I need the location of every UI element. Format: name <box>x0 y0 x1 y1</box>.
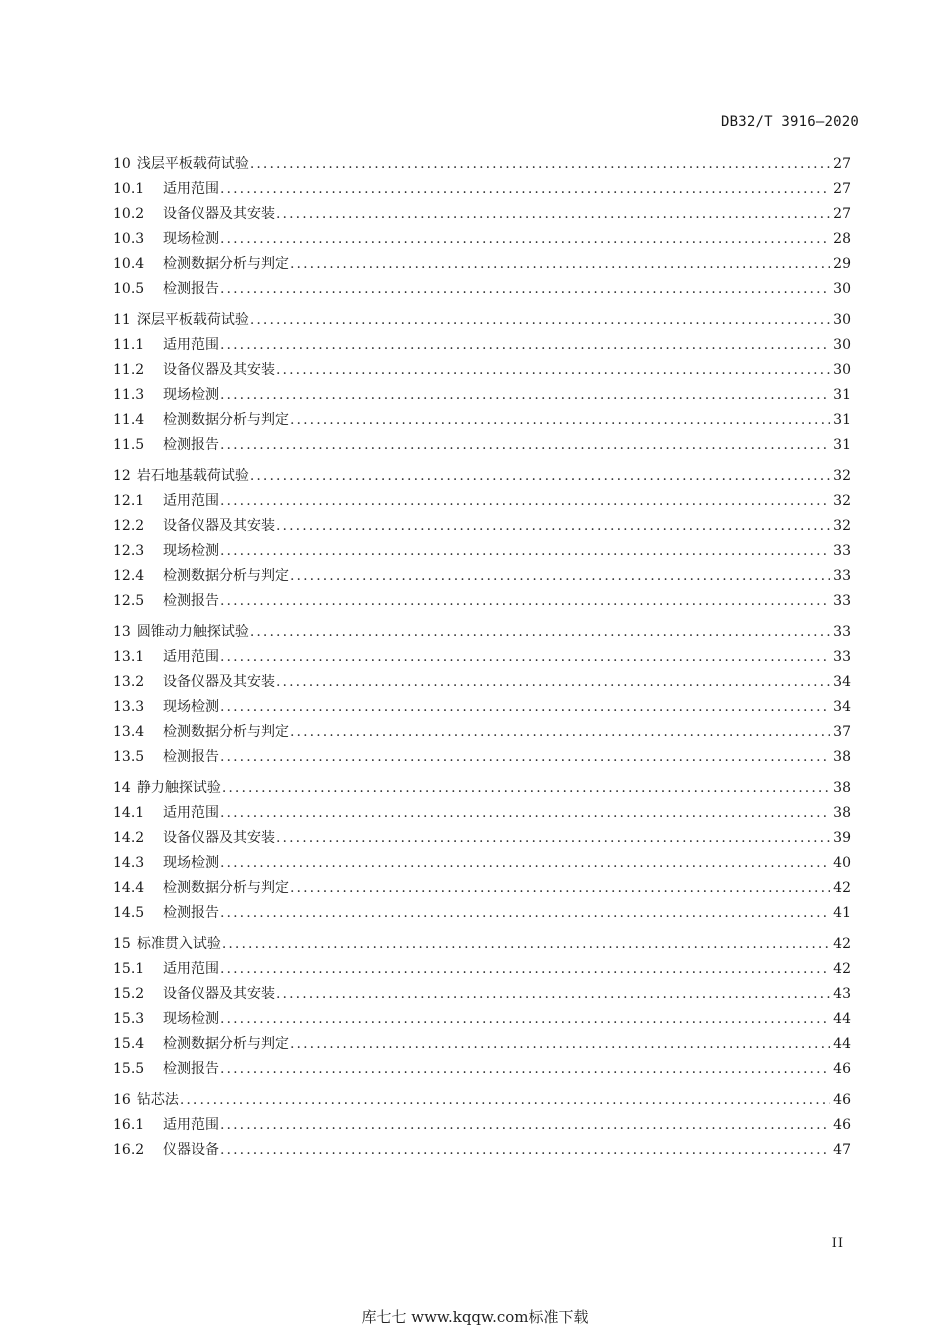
toc-entry-title: 深层平板载荷试验 <box>136 312 249 328</box>
toc-entry-title: 设备仪器及其安装 <box>163 674 275 690</box>
toc-section-row[interactable] <box>113 1007 851 1032</box>
toc-leader-dots <box>290 252 830 277</box>
toc-entry-page: 27 <box>833 206 851 222</box>
toc-entry-title: 岩石地基载荷试验 <box>136 468 249 484</box>
toc-leader-dots <box>290 564 830 589</box>
toc-entry-page: 41 <box>833 905 851 921</box>
toc-entry-title: 标准贯入试验 <box>136 936 221 952</box>
toc-entry-title: 设备仪器及其安装 <box>163 986 275 1002</box>
toc-leader-dots <box>220 539 830 564</box>
toc-leader-dots <box>222 776 830 801</box>
toc-entry-number: 11.4 <box>113 412 145 428</box>
toc-leader-dots <box>250 152 830 177</box>
toc-entry-number: 14.2 <box>113 830 145 846</box>
toc-entry-title: 圆锥动力触探试验 <box>136 624 249 640</box>
toc-entry-number: 11.5 <box>113 437 145 453</box>
toc-entry-page: 33 <box>833 624 851 640</box>
toc-leader-dots <box>220 1057 830 1082</box>
toc-leader-dots <box>220 801 830 826</box>
toc-entry-title: 适用范围 <box>163 1117 219 1133</box>
toc-entry-page: 30 <box>833 337 851 353</box>
toc-entry-number: 12.5 <box>113 593 145 609</box>
toc-leader-dots <box>220 957 830 982</box>
toc-entry-page: 32 <box>833 468 851 484</box>
toc-entry-title: 检测报告 <box>163 1061 219 1077</box>
toc-entry-number: 14.4 <box>113 880 145 896</box>
toc-entry-number: 14.5 <box>113 905 145 921</box>
toc-entry-title: 检测报告 <box>163 905 219 921</box>
toc-entry-number: 16.2 <box>113 1142 145 1158</box>
toc-entry-page: 44 <box>833 1011 851 1027</box>
toc-entry-title: 适用范围 <box>163 805 219 821</box>
toc-entry-number: 15 <box>113 936 131 952</box>
toc-leader-dots <box>220 177 830 202</box>
toc-entry-title: 现场检测 <box>163 231 219 247</box>
toc-entry-number: 16.1 <box>113 1117 145 1133</box>
toc-leader-dots <box>220 277 830 302</box>
toc-section-row[interactable] <box>113 1138 851 1163</box>
toc-leader-dots <box>250 464 830 489</box>
toc-entry-number: 14.3 <box>113 855 145 871</box>
toc-leader-dots <box>276 514 830 539</box>
toc-section-row[interactable] <box>113 720 851 745</box>
toc-entry-page: 42 <box>833 880 851 896</box>
toc-entry-page: 39 <box>833 830 851 846</box>
toc-leader-dots <box>250 620 830 645</box>
toc-entry-title: 静力触探试验 <box>136 780 221 796</box>
toc-entry-number: 10 <box>113 156 131 172</box>
toc-leader-dots <box>276 670 830 695</box>
toc-entry-title: 浅层平板载荷试验 <box>136 156 249 172</box>
toc-section-row[interactable] <box>113 901 851 926</box>
toc-entry-title: 现场检测 <box>163 1011 219 1027</box>
toc-entry-page: 38 <box>833 749 851 765</box>
toc-chapter-row[interactable] <box>113 1088 851 1113</box>
toc-section-row[interactable] <box>113 645 851 670</box>
toc-entry-page: 34 <box>833 699 851 715</box>
toc-leader-dots <box>220 333 830 358</box>
toc-section-row[interactable] <box>113 670 851 695</box>
toc-entry-page: 28 <box>833 231 851 247</box>
toc-section-row[interactable] <box>113 333 851 358</box>
toc-entry-page: 46 <box>833 1092 851 1108</box>
toc-section-row[interactable] <box>113 1113 851 1138</box>
toc-entry-number: 16 <box>113 1092 131 1108</box>
toc-leader-dots <box>220 489 830 514</box>
toc-entry-title: 现场检测 <box>163 387 219 403</box>
toc-section-row[interactable] <box>113 277 851 302</box>
toc-entry-page: 47 <box>833 1142 851 1158</box>
toc-entry-title: 现场检测 <box>163 699 219 715</box>
toc-leader-dots <box>290 876 830 901</box>
toc-entry-number: 14.1 <box>113 805 145 821</box>
toc-section-row[interactable] <box>113 383 851 408</box>
toc-entry-page: 27 <box>833 181 851 197</box>
toc-section-row[interactable] <box>113 982 851 1007</box>
document-code: DB32/T 3916—2020 <box>720 114 859 130</box>
toc-section-row[interactable] <box>113 876 851 901</box>
toc-section-row[interactable] <box>113 514 851 539</box>
toc-entry-number: 10.3 <box>113 231 145 247</box>
toc-entry-page: 31 <box>833 387 851 403</box>
toc-entry-number: 12.3 <box>113 543 145 559</box>
toc-leader-dots <box>220 227 830 252</box>
toc-leader-dots <box>220 383 830 408</box>
toc-entry-title: 现场检测 <box>163 855 219 871</box>
toc-entry-page: 30 <box>833 312 851 328</box>
toc-section-row[interactable] <box>113 745 851 770</box>
toc-section-row[interactable] <box>113 851 851 876</box>
toc-entry-title: 检测数据分析与判定 <box>163 1036 289 1052</box>
toc-entry-number: 11.1 <box>113 337 145 353</box>
toc-entry-number: 10.5 <box>113 281 145 297</box>
toc-entry-page: 38 <box>833 780 851 796</box>
toc-leader-dots <box>276 202 830 227</box>
toc-entry-page: 32 <box>833 518 851 534</box>
toc-section-row[interactable] <box>113 227 851 252</box>
toc-leader-dots <box>220 851 830 876</box>
toc-leader-dots <box>220 589 830 614</box>
toc-entry-page: 30 <box>833 281 851 297</box>
toc-chapter-row[interactable] <box>113 776 851 801</box>
toc-entry-title: 设备仪器及其安装 <box>163 206 275 222</box>
toc-entry-number: 10.1 <box>113 181 145 197</box>
toc-entry-title: 设备仪器及其安装 <box>163 518 275 534</box>
toc-section-row[interactable] <box>113 433 851 458</box>
toc-entry-title: 适用范围 <box>163 493 219 509</box>
toc-section-row[interactable] <box>113 957 851 982</box>
toc-entry-title: 适用范围 <box>163 961 219 977</box>
toc-entry-number: 14 <box>113 780 131 796</box>
toc-entry-title: 适用范围 <box>163 181 219 197</box>
toc-leader-dots <box>222 932 830 957</box>
toc-entry-page: 34 <box>833 674 851 690</box>
toc-entry-title: 检测报告 <box>163 749 219 765</box>
toc-entry-page: 44 <box>833 1036 851 1052</box>
toc-entry-page: 40 <box>833 855 851 871</box>
toc-section-row[interactable] <box>113 1057 851 1082</box>
toc-entry-number: 11.3 <box>113 387 145 403</box>
toc-leader-dots <box>290 1032 830 1057</box>
toc-entry-number: 13.2 <box>113 674 145 690</box>
toc-section-row[interactable] <box>113 489 851 514</box>
toc-entry-title: 设备仪器及其安装 <box>163 362 275 378</box>
toc-entry-number: 15.1 <box>113 961 145 977</box>
toc-leader-dots <box>220 433 830 458</box>
toc-entry-number: 13 <box>113 624 131 640</box>
toc-entry-number: 12.2 <box>113 518 145 534</box>
toc-leader-dots <box>220 901 830 926</box>
toc-entry-title: 检测数据分析与判定 <box>163 568 289 584</box>
toc-entry-title: 现场检测 <box>163 543 219 559</box>
toc-section-row[interactable] <box>113 1032 851 1057</box>
toc-section-row[interactable] <box>113 177 851 202</box>
toc-entry-page: 31 <box>833 412 851 428</box>
toc-entry-title: 检测数据分析与判定 <box>163 412 289 428</box>
toc-section-row[interactable] <box>113 695 851 720</box>
toc-entry-title: 仪器设备 <box>163 1142 219 1158</box>
toc-section-row[interactable] <box>113 252 851 277</box>
toc-section-row[interactable] <box>113 539 851 564</box>
toc-entry-page: 30 <box>833 362 851 378</box>
toc-entry-title: 设备仪器及其安装 <box>163 830 275 846</box>
toc-entry-title: 检测数据分析与判定 <box>163 724 289 740</box>
toc-leader-dots <box>220 695 830 720</box>
toc-entry-number: 15.5 <box>113 1061 145 1077</box>
toc-entry-page: 46 <box>833 1117 851 1133</box>
toc-leader-dots <box>290 408 830 433</box>
toc-section-row[interactable] <box>113 202 851 227</box>
toc-entry-page: 33 <box>833 568 851 584</box>
toc-entry-page: 33 <box>833 649 851 665</box>
toc-entry-number: 12.1 <box>113 493 145 509</box>
toc-entry-title: 检测报告 <box>163 437 219 453</box>
toc-entry-page: 43 <box>833 986 851 1002</box>
toc-leader-dots <box>276 826 830 851</box>
toc-entry-title: 检测数据分析与判定 <box>163 256 289 272</box>
toc-section-row[interactable] <box>113 408 851 433</box>
toc-chapter-row[interactable] <box>113 620 851 645</box>
toc-chapter-row[interactable] <box>113 308 851 333</box>
toc-leader-dots <box>220 1138 830 1163</box>
toc-entry-number: 13.3 <box>113 699 145 715</box>
toc-chapter-row[interactable] <box>113 932 851 957</box>
toc-section-row[interactable] <box>113 358 851 383</box>
toc-leader-dots <box>220 1113 830 1138</box>
toc-entry-page: 42 <box>833 936 851 952</box>
toc-entry-title: 检测报告 <box>163 593 219 609</box>
toc-entry-title: 钻芯法 <box>136 1092 179 1108</box>
toc-entry-number: 13.4 <box>113 724 145 740</box>
toc-chapter-row[interactable] <box>113 464 851 489</box>
toc-leader-dots <box>220 1007 830 1032</box>
toc-entry-page: 27 <box>833 156 851 172</box>
toc-entry-title: 适用范围 <box>163 649 219 665</box>
toc-entry-number: 10.4 <box>113 256 145 272</box>
toc-entry-number: 15.4 <box>113 1036 145 1052</box>
toc-entry-number: 12 <box>113 468 131 484</box>
toc-entry-page: 38 <box>833 805 851 821</box>
table-of-contents <box>113 152 851 1163</box>
toc-entry-number: 15.3 <box>113 1011 145 1027</box>
toc-leader-dots <box>290 720 830 745</box>
toc-entry-number: 11.2 <box>113 362 145 378</box>
toc-section-row[interactable] <box>113 589 851 614</box>
toc-leader-dots <box>180 1088 830 1113</box>
toc-section-row[interactable] <box>113 826 851 851</box>
toc-entry-page: 33 <box>833 543 851 559</box>
toc-entry-page: 46 <box>833 1061 851 1077</box>
toc-entry-page: 33 <box>833 593 851 609</box>
toc-entry-number: 10.2 <box>113 206 145 222</box>
toc-leader-dots <box>220 645 830 670</box>
toc-chapter-row[interactable] <box>113 152 851 177</box>
toc-entry-number: 12.4 <box>113 568 145 584</box>
toc-entry-title: 检测报告 <box>163 281 219 297</box>
toc-entry-number: 11 <box>113 312 131 328</box>
page-number: II <box>831 1236 844 1251</box>
toc-entry-page: 42 <box>833 961 851 977</box>
toc-entry-title: 检测数据分析与判定 <box>163 880 289 896</box>
toc-entry-page: 31 <box>833 437 851 453</box>
toc-entry-number: 15.2 <box>113 986 145 1002</box>
toc-section-row[interactable] <box>113 801 851 826</box>
toc-entry-page: 37 <box>833 724 851 740</box>
toc-leader-dots <box>276 358 830 383</box>
toc-entry-page: 29 <box>833 256 851 272</box>
toc-leader-dots <box>276 982 830 1007</box>
toc-leader-dots <box>250 308 830 333</box>
footer-watermark: 库七七 www.kqqw.com标准下载 <box>361 1308 589 1326</box>
toc-leader-dots <box>220 745 830 770</box>
toc-entry-number: 13.1 <box>113 649 145 665</box>
toc-entry-title: 适用范围 <box>163 337 219 353</box>
toc-section-row[interactable] <box>113 564 851 589</box>
toc-entry-number: 13.5 <box>113 749 145 765</box>
toc-entry-page: 32 <box>833 493 851 509</box>
